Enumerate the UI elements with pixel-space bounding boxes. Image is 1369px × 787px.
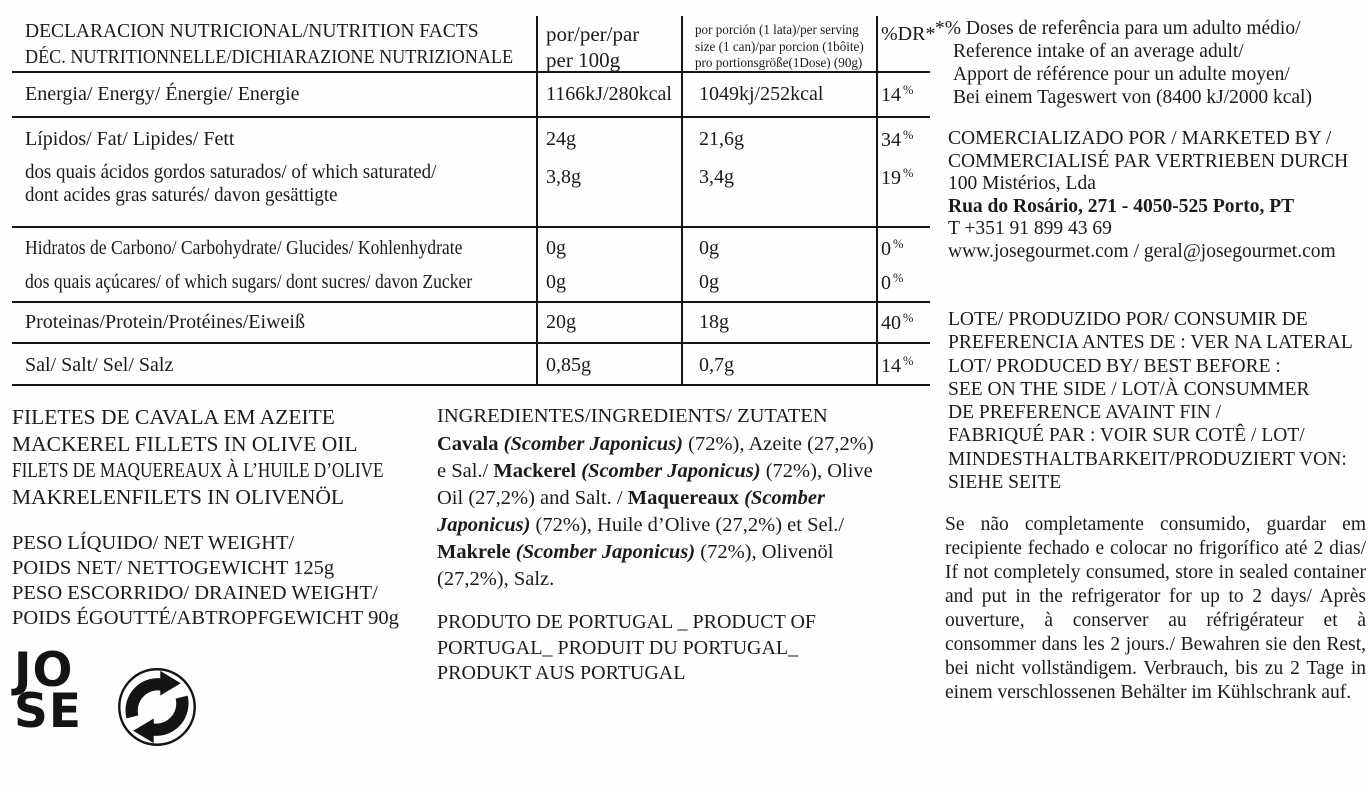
salt-per100: 0,85g bbox=[546, 354, 591, 376]
marketed-by-block: COMERCIALIZADO POR / MARKETED BY / COMMERCIALISÉ PAR VERTRIEBEN DURCH 100 Mistérios, Lda Rua do Rosário, 271 - 4050-525 Porto, PT T +351 91 899 43 69 www.josegourmet.com / geral@josegourmet.com bbox=[948, 128, 1368, 263]
net-weight-block: PESO LÍQUIDO/ NET WEIGHT/ POIDS NET/ NETTOGEWICHT 125g PESO ESCORRIDO/ DRAINED WEIGHT/ POIDS ÉGOUTTÉ/ABTROPFGEWICHT 90g bbox=[12, 532, 399, 629]
green-dot-recycling-icon bbox=[116, 666, 198, 748]
fat-serving: 21,6g bbox=[699, 128, 744, 150]
product-name-block: FILETES DE CAVALA EM AZEITE MACKEREL FILLETS IN OLIVE OIL FILETS DE MAQUEREAUX À L’HUILE D’OLIVE MAKRELENFILETS IN OLIVENÖL bbox=[12, 405, 384, 509]
saturated-serving: 3,4g bbox=[699, 166, 734, 188]
salt-label: Sal/ Salt/ Sel/ Salz bbox=[25, 354, 174, 376]
row-energy bbox=[12, 73, 930, 118]
carbs-label: Hidratos de Carbono/ Carbohydrate/ Glucides/ Kohlenhydrate bbox=[25, 237, 463, 259]
table-column-divider bbox=[876, 16, 878, 386]
row-protein bbox=[12, 303, 930, 344]
salt-serving: 0,7g bbox=[699, 354, 734, 376]
sugars-dr: 0 bbox=[881, 272, 891, 294]
sugars-serving: 0g bbox=[699, 271, 719, 293]
protein-serving: 18g bbox=[699, 311, 729, 333]
row-group-carbohydrate bbox=[12, 228, 930, 303]
origin-block: PRODUTO DE PORTUGAL _ PRODUCT OF PORTUGAL_ PRODUIT DU PORTUGAL_ PRODUKT AUS PORTUGAL bbox=[437, 611, 817, 684]
energy-serving: 1049kj/252kcal bbox=[699, 83, 824, 105]
ingredients-block bbox=[437, 403, 887, 593]
carbs-per100: 0g bbox=[546, 237, 566, 259]
saturated-dr: 19 bbox=[881, 167, 901, 189]
sugars-label: dos quais açúcares/ of which sugars/ dont sucres/ davon Zucker bbox=[25, 271, 473, 293]
protein-dr: 40 bbox=[881, 312, 901, 334]
fat-dr: 34 bbox=[881, 129, 901, 151]
reference-intake-note: *% Doses de referência para um adulto médio/ Reference intake of an average adult/ Apport de référence pour un adulte moyen/ Bei einem Tageswert von (8400 kJ/2000 kcal) bbox=[935, 18, 1312, 108]
protein-per100: 20g bbox=[546, 311, 576, 333]
ingredients-title: INGREDIENTES/INGREDIENTS/ ZUTATEN bbox=[437, 405, 828, 427]
col-dr-header: %DR* bbox=[881, 23, 936, 45]
company-address: Rua do Rosário, 271 - 4050-525 Porto, PT bbox=[948, 195, 1295, 217]
table-title-line2: DÉC. NUTRITIONNELLE/DICHIARAZIONE NUTRIZIONALE bbox=[25, 46, 514, 68]
col-per100-header: por/per/par per 100g bbox=[546, 22, 640, 72]
saturated-per100: 3,8g bbox=[546, 166, 581, 188]
salt-dr: 14 bbox=[881, 355, 901, 377]
fat-per100: 24g bbox=[546, 128, 576, 150]
jose-brand-logo: JO SE bbox=[14, 643, 82, 740]
fat-label: Lípidos/ Fat/ Lipides/ Fett bbox=[25, 128, 235, 150]
percent-sign: % bbox=[903, 128, 914, 142]
website-email: www.josegourmet.com / geral@josegourmet.com bbox=[948, 240, 1336, 262]
table-title bbox=[12, 14, 536, 73]
protein-label: Proteinas/Protein/Protéines/Eiweiß bbox=[25, 311, 305, 333]
energy-per100: 1166kJ/280kcal bbox=[546, 83, 672, 105]
percent-sign: % bbox=[893, 237, 904, 251]
sugars-per100: 0g bbox=[546, 271, 566, 293]
energy-dr: 14 bbox=[881, 84, 901, 106]
carbs-serving: 0g bbox=[699, 237, 719, 259]
percent-sign: % bbox=[903, 354, 914, 368]
phone-number: T +351 91 899 43 69 bbox=[948, 218, 1112, 239]
table-header-row bbox=[12, 14, 936, 73]
company-name: 100 Mistérios, Lda bbox=[948, 173, 1096, 194]
storage-instructions: Se não completamente consumido, guardar em recipiente fechado e colocar no frigorífico até 2 dias/ If not completely consumed, store in sealed container and put in the refrigerator for up to 2 days/ Après ouverture, à conserver au réfrigérateur et à consommer dans les 2 jours./ Bewahren sie den Rest, bei nicht vollständigem. Verbrauch, bis zu 2 Tage in einem verschlossenen Behälter im Kühlschrank auf. bbox=[945, 514, 1366, 703]
ingredients-text: Cavala (Scomber Japonicus) (72%), Azeite (27,2%) e Sal./ Mackerel (Scomber Japonicus) (72%), Olive Oil (27,2%) and Salt. / Maquereaux (Scomber Japonicus) (72%), Huile d’Olive (27,2%) et Sel./ Makrele (Scomber Japonicus) (72%), Olivenöl (27,2%), Salz. bbox=[437, 433, 874, 590]
lot-info-block: LOTE/ PRODUZIDO POR/ CONSUMIR DE PREFERENCIA ANTES DE : VER NA LATERAL LOT/ PRODUCED BY/ BEST BEFORE : SEE ON THE SIDE / LOT/À CONSUMMER DE PREFERENCE AVAINT FIN / FABRIQUÉ PAR : VOIR SUR COTÊ / LOT/ MINDESTHALTBARKEIT/PRODUZIERT VON: SIEHE SEITE bbox=[948, 309, 1353, 494]
table-title-line1: DECLARACION NUTRICIONAL/NUTRITION FACTS bbox=[25, 21, 479, 42]
percent-sign: % bbox=[903, 83, 914, 97]
energy-label: Energia/ Energy/ Énergie/ Energie bbox=[25, 83, 300, 105]
row-group-fat bbox=[12, 118, 930, 228]
saturated-label: dos quais ácidos gordos saturados/ of which saturated/ dont acides gras saturés/ davon gesättigte bbox=[25, 162, 437, 206]
table-column-divider bbox=[681, 16, 683, 386]
row-salt bbox=[12, 344, 930, 386]
carbs-dr: 0 bbox=[881, 238, 891, 260]
percent-sign: % bbox=[893, 271, 904, 285]
nutrition-table bbox=[12, 14, 936, 386]
col-serving-header: por porción (1 lata)/per serving size (1 can)/par porcion (1bôite) pro portionsgröße(1Dose) (90g) bbox=[695, 22, 864, 70]
percent-sign: % bbox=[903, 311, 914, 325]
table-column-divider bbox=[536, 16, 538, 386]
percent-sign: % bbox=[903, 166, 914, 180]
